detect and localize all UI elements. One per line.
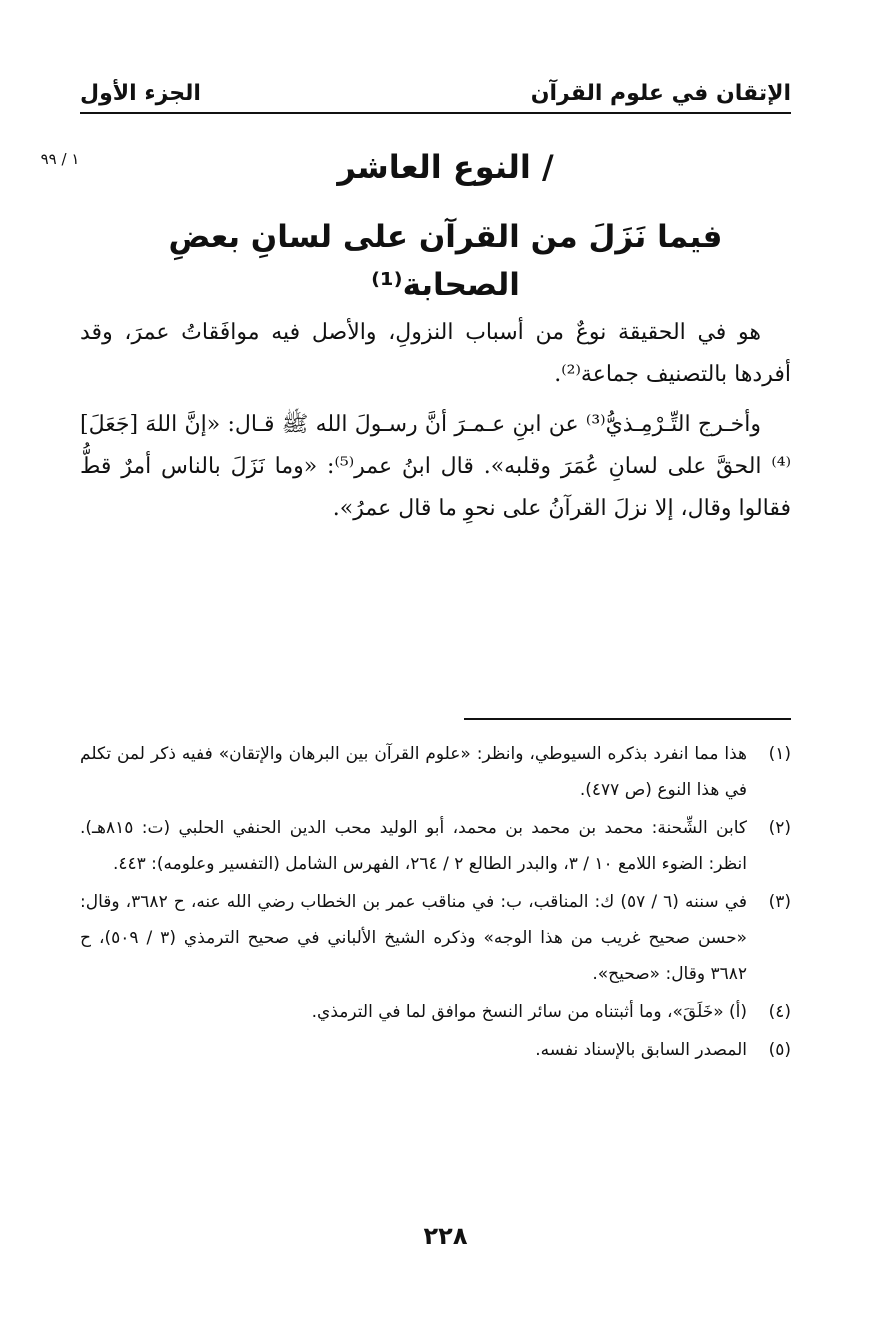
footnote-text: هذا مما انفرد بذكره السيوطي، وانظر: «علوم القرآن بين البرهان والإتقان» ففيه ذكر لمن تكلم في هذا النوع (ص ٤٧٧).	[80, 744, 747, 800]
running-head	[80, 70, 791, 106]
footnote-text: كابن الشِّحنة: محمد بن محمد بن محمد، أبو الوليد محب الدين الحنفي الحلبي (ت: ٨١٥هـ). انظر: الضوء اللامع ١٠ / ٣، والبدر الطالع ٢ / ٢٦٤، الفهرس الشامل (التفسير وعلومه): ٤٤٣.	[80, 818, 747, 874]
footnote	[80, 736, 791, 808]
footnote-number: (٢)	[768, 818, 791, 838]
chapter-title: / النوع العاشر	[337, 148, 554, 186]
page-number: ٢٢٨	[423, 1222, 468, 1250]
header-divider	[80, 112, 791, 114]
volume-label: الجزء الأول	[80, 81, 201, 106]
footnotes	[80, 736, 791, 1070]
chapter-subtitle: فيما نَزَلَ من القرآن على لسانِ بعضِ الصحابة⁽¹⁾	[168, 219, 723, 303]
footnote	[80, 884, 791, 992]
footnote	[80, 810, 791, 882]
margin-reference: ١ / ٩٩	[40, 150, 80, 168]
footnote-text: المصدر السابق بالإسناد نفسه.	[535, 1040, 747, 1060]
footnote-number: (١)	[768, 744, 791, 764]
footnote-number: (٥)	[768, 1040, 791, 1060]
footnote	[80, 994, 791, 1030]
body-paragraph: هو في الحقيقة نوعٌ من أسباب النزولِ، والأصل فيه موافَقاتُ عمرَ، وقد أفردها بالتصنيف جماعة⁽²⁾.	[80, 320, 791, 387]
book-title: الإتقان في علوم القرآن	[530, 81, 791, 106]
footnote	[80, 1032, 791, 1068]
body-text	[80, 312, 791, 538]
footnote-text: (أ) «خَلَقَ»، وما أثبتناه من سائر النسخ موافق لما في الترمذي.	[311, 1002, 747, 1022]
footnote-text: في سننه (٦ / ٥٧) ك: المناقب، ب: في مناقب عمر بن الخطاب رضي الله عنه، ح ٣٦٨٢، وقال: «حسن صحيح غريب من هذا الوجه» وذكره الشيخ الألباني في صحيح الترمذي (٣ / ٥٠٩)، ح ٣٦٨٢ وقال: «صحيح».	[80, 892, 747, 984]
footnote-divider	[464, 718, 791, 720]
footnote-number: (٣)	[768, 892, 791, 912]
footnote-number: (٤)	[768, 1002, 791, 1022]
body-paragraph: وأخـرج التِّـرْمِـذيُّ⁽³⁾ عن ابنِ عـمـرَ أنَّ رسـولَ الله ﷺ قـال: «إنَّ اللهَ [جَعَلَ]⁽⁴⁾ الحقَّ على لسانِ عُمَرَ وقلبه». قال ابنُ عمر⁽⁵⁾: «وما نَزَلَ بالناس أمرٌ قطُّ فقالوا وقال، إلا نزلَ القرآنُ على نحوِ ما قال عمرُ».	[80, 412, 791, 521]
